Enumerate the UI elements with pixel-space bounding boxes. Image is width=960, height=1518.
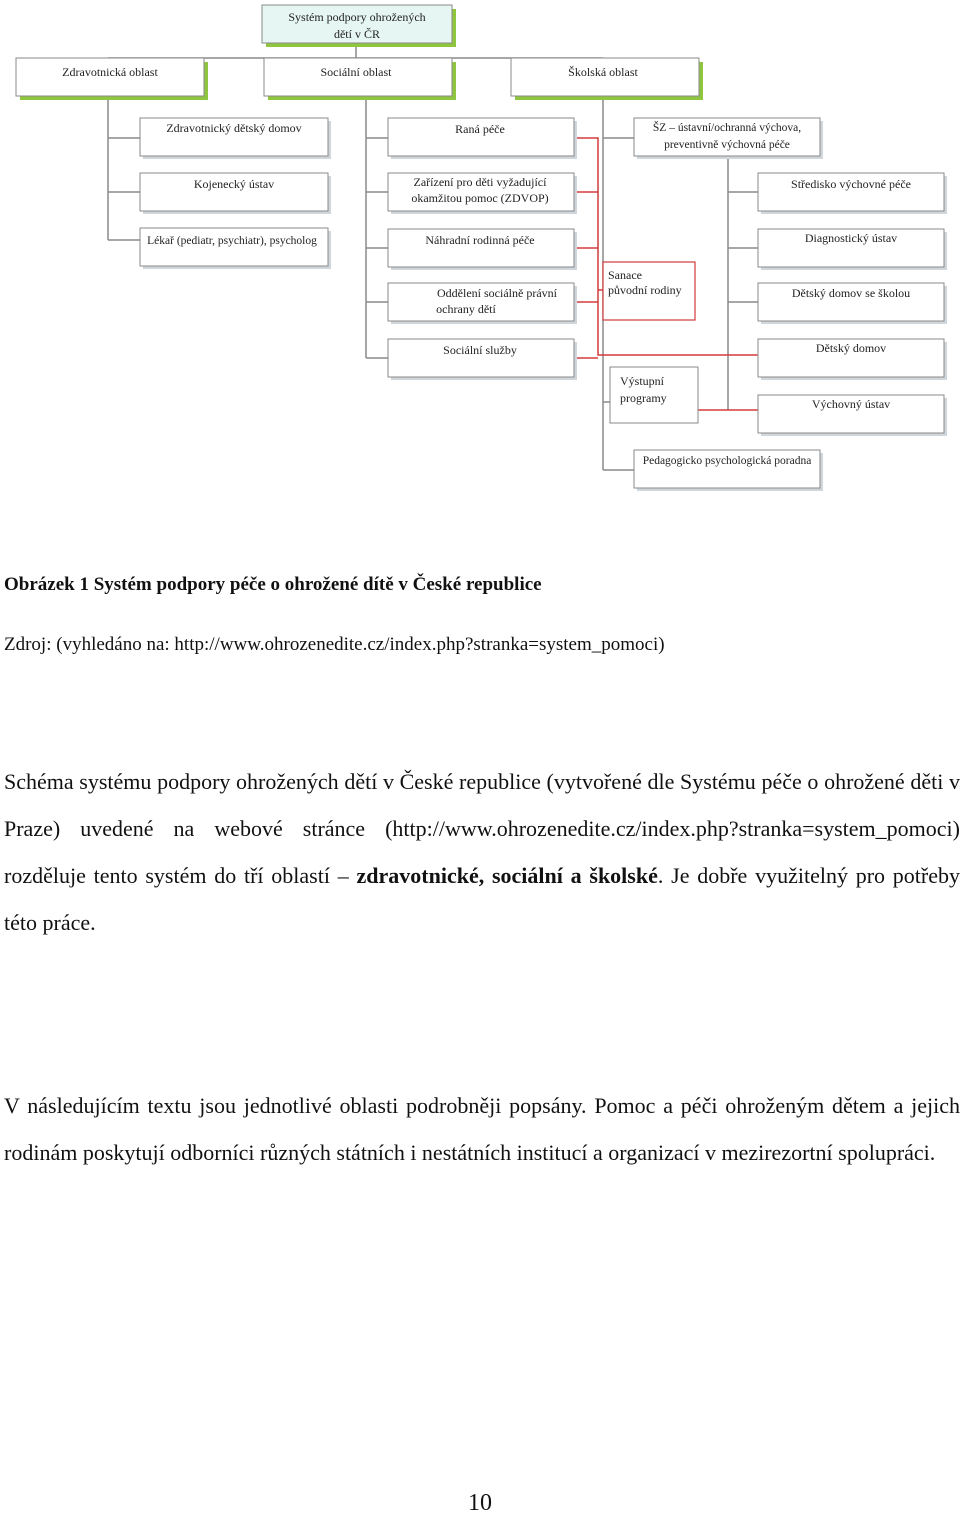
page-number: 10 <box>468 1490 492 1516</box>
health-nodes <box>140 118 331 269</box>
school-node-6: Výchovný ústav <box>811 397 891 411</box>
area-school: Školská oblast <box>568 65 638 79</box>
area-social: Sociální oblast <box>320 65 392 79</box>
school-node-4: Dětský domov se školou <box>791 286 911 300</box>
paragraph-2: V následujícím textu jsou jednotlivé oblasti podrobněji popsány. Pomoc a péči ohroženým dětem a jejich rodinám poskytují odborníci různých státních i nestátních institucí a organizací v mezirezortní spolupráci. <box>4 1093 960 1165</box>
system-diagram <box>0 0 960 500</box>
figure-source: Zdroj: (vyhledáno na: http://www.ohrozenedite.cz/index.php?stranka=system_pomoci) <box>4 634 665 655</box>
school-node-2: Středisko výchovné péče <box>791 177 911 191</box>
sanace-line1: Sanace <box>608 268 642 282</box>
vystupni-line1: Výstupní <box>620 374 665 388</box>
vystupni-line2: programy <box>620 391 667 405</box>
figure-caption: Obrázek 1 Systém podpory péče o ohrožené dítě v České republice <box>4 574 542 595</box>
area-health: Zdravotnická oblast <box>62 65 158 79</box>
school-node-5: Dětský domov <box>815 341 887 355</box>
paragraph-1 <box>4 758 960 946</box>
social-node-2-line1: Zařízení pro děti vyžadující <box>413 175 547 189</box>
social-node-1: Raná péče <box>455 122 505 136</box>
social-node-5: Sociální služby <box>443 343 517 357</box>
social-nodes <box>388 118 577 380</box>
paragraph-1-text: Schéma systému podpory ohrožených dětí v České republice (vytvořené dle Systému péče o ohrožené děti v Praze) uvedené na webové stránce (http://www.ohrozenedite.cz/index.php?stranka=system_pomoci) rozděluje tento systém do tří oblastí – <box>4 769 960 888</box>
social-node-4-line2: ochrany dětí <box>436 302 496 316</box>
school-node-1-line1: ŠZ – ústavní/ochranná výchova, <box>652 122 802 134</box>
school-node-7: Pedagogicko psychologická poradna <box>642 455 812 467</box>
paragraph-1-end: . Je dobře využitelný pro potřeby této práce. <box>4 863 960 935</box>
health-node-2: Kojenecký ústav <box>193 177 275 191</box>
health-node-1: Zdravotnický dětský domov <box>166 121 302 135</box>
root-line2: dětí v ČR <box>333 27 381 41</box>
school-node-1-line2: preventivně výchovná péče <box>664 139 790 151</box>
social-node-3: Náhradní rodinná péče <box>425 233 535 247</box>
school-node-3: Diagnostický ústav <box>804 231 898 245</box>
health-node-3: Lékař (pediatr, psychiatr), psycholog <box>147 235 317 247</box>
sanace-line2: původní rodiny <box>608 283 682 297</box>
social-node-4-line1: Oddělení sociálně právní <box>437 286 557 300</box>
sanace-node <box>603 262 695 320</box>
vystupni-node <box>610 367 698 423</box>
area-headers <box>16 58 703 100</box>
root-node <box>262 5 456 47</box>
social-node-2-line2: okamžitou pomoc (ZDVOP) <box>411 191 549 205</box>
paragraph-1-bold: zdravotnické, sociální a školské <box>356 863 658 888</box>
root-line1: Systém podpory ohrožených <box>288 10 426 24</box>
